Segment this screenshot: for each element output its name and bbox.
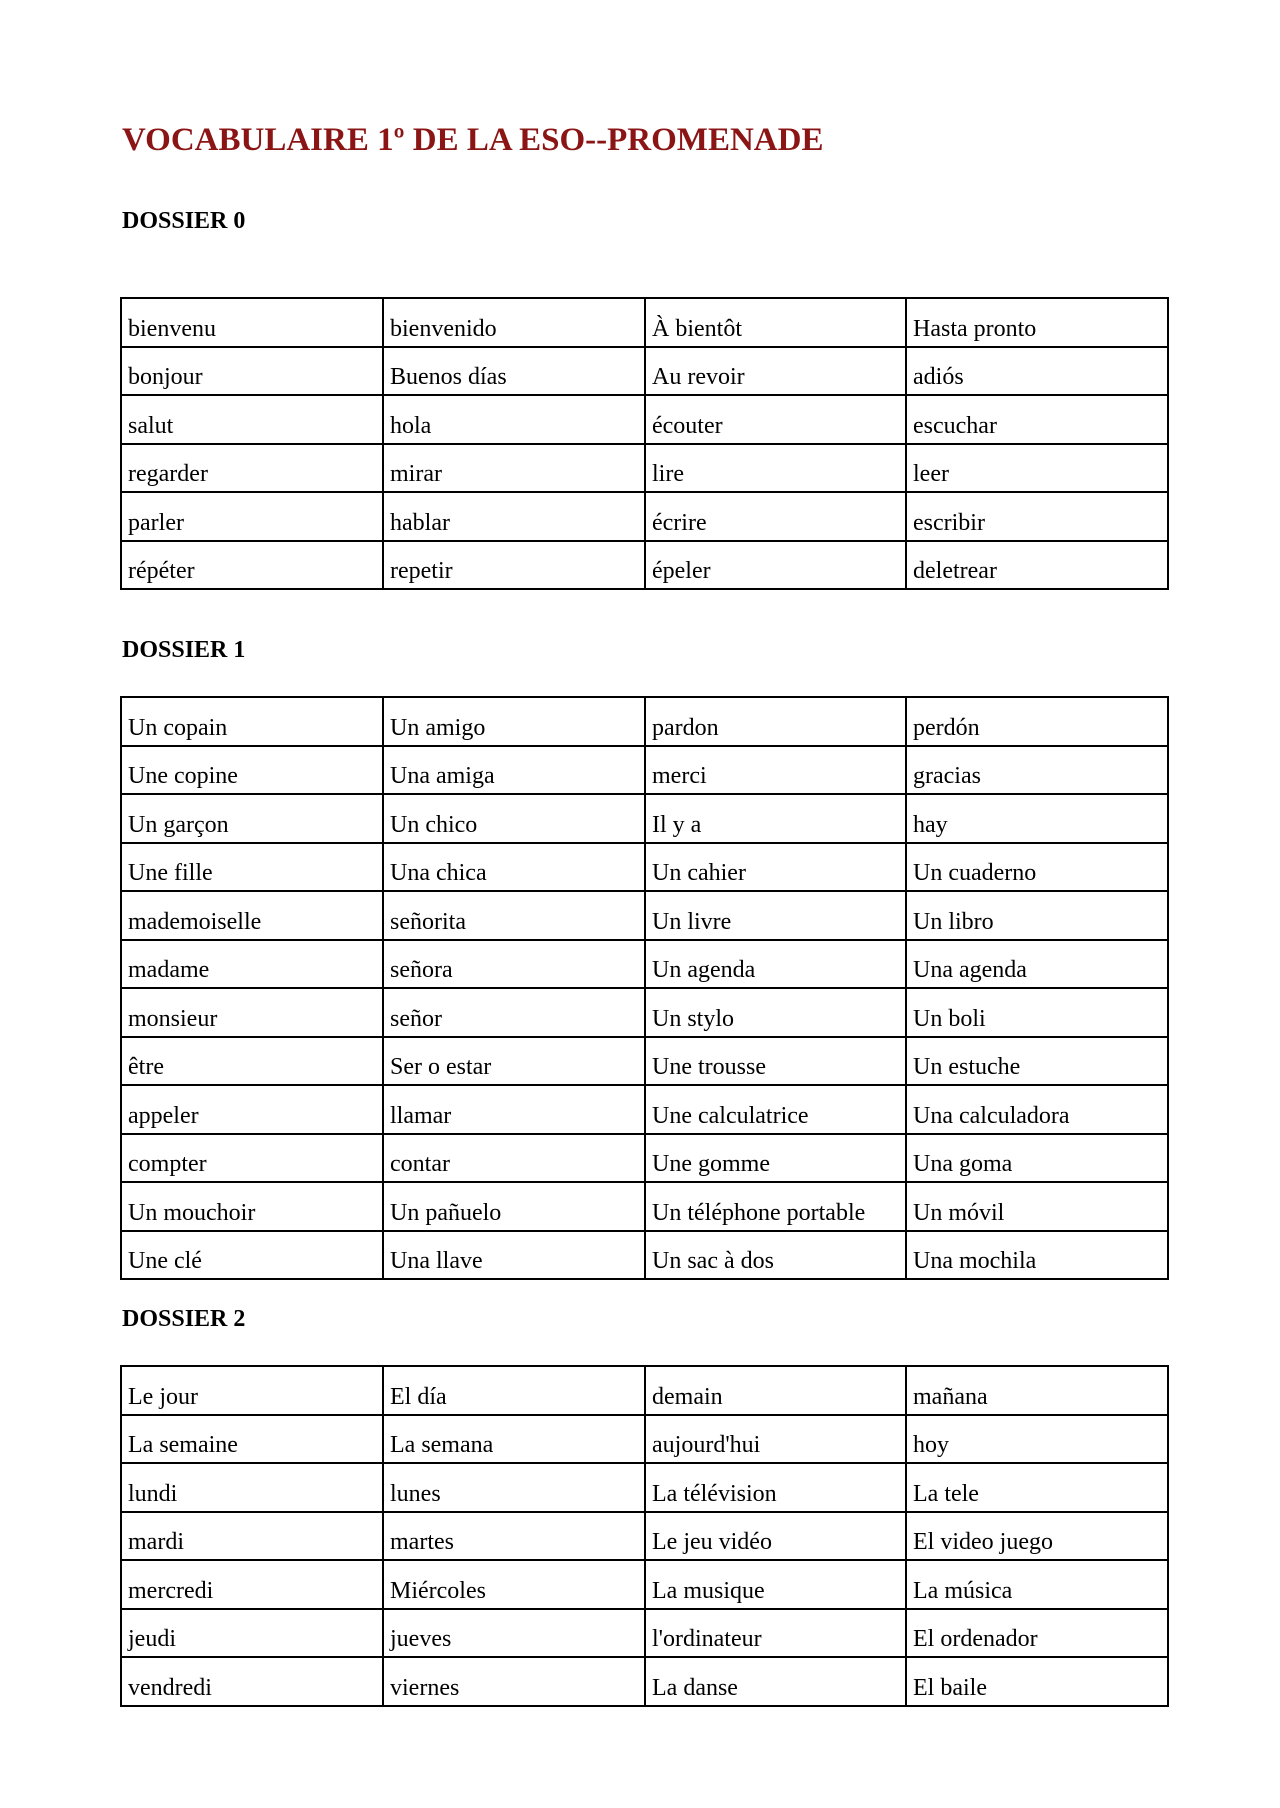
table-row <box>121 492 1168 541</box>
table-row <box>121 988 1168 1037</box>
table-row <box>121 1182 1168 1231</box>
table-row <box>121 1512 1168 1561</box>
table-row <box>121 1134 1168 1183</box>
table-cell: vendredi <box>121 1657 383 1706</box>
table-cell: repetir <box>383 541 645 590</box>
table-row <box>121 1415 1168 1464</box>
table-row <box>121 843 1168 892</box>
table-cell: El baile <box>906 1657 1168 1706</box>
table-cell: Una agenda <box>906 940 1168 989</box>
table-cell: escribir <box>906 492 1168 541</box>
table-cell: Un cuaderno <box>906 843 1168 892</box>
table-cell: lunes <box>383 1463 645 1512</box>
table-cell: martes <box>383 1512 645 1561</box>
table-row <box>121 1560 1168 1609</box>
document-title: VOCABULAIRE 1º DE LA ESO--PROMENADE <box>122 122 824 158</box>
table-cell: aujourd'hui <box>645 1415 906 1464</box>
table-cell: mademoiselle <box>121 891 383 940</box>
table-cell: Un móvil <box>906 1182 1168 1231</box>
vocab-table-dossier-1 <box>120 696 1169 1280</box>
table-cell: Ser o estar <box>383 1037 645 1086</box>
table-cell: écrire <box>645 492 906 541</box>
table-cell: Un garçon <box>121 794 383 843</box>
table-cell: Un estuche <box>906 1037 1168 1086</box>
table-row <box>121 794 1168 843</box>
table-cell: Una chica <box>383 843 645 892</box>
table-cell: Un sac à dos <box>645 1231 906 1280</box>
table-cell: lundi <box>121 1463 383 1512</box>
table-cell: Buenos días <box>383 347 645 396</box>
table-cell: répéter <box>121 541 383 590</box>
table-row <box>121 1463 1168 1512</box>
table-cell: Une copine <box>121 746 383 795</box>
table-row <box>121 746 1168 795</box>
table-row <box>121 697 1168 746</box>
table-cell: viernes <box>383 1657 645 1706</box>
table-row <box>121 940 1168 989</box>
table-row <box>121 444 1168 493</box>
table-cell: adiós <box>906 347 1168 396</box>
table-row <box>121 1037 1168 1086</box>
table-cell: monsieur <box>121 988 383 1037</box>
table-cell: señora <box>383 940 645 989</box>
table-cell: écouter <box>645 395 906 444</box>
table-cell: Une gomme <box>645 1134 906 1183</box>
table-cell: Un stylo <box>645 988 906 1037</box>
table-row <box>121 541 1168 590</box>
table-cell: Una calculadora <box>906 1085 1168 1134</box>
table-cell: Le jeu vidéo <box>645 1512 906 1561</box>
table-cell: llamar <box>383 1085 645 1134</box>
table-cell: El video juego <box>906 1512 1168 1561</box>
table-cell: Une trousse <box>645 1037 906 1086</box>
table-cell: perdón <box>906 697 1168 746</box>
table-cell: Une fille <box>121 843 383 892</box>
table-cell: Una llave <box>383 1231 645 1280</box>
table-cell: jueves <box>383 1609 645 1658</box>
section-heading-dossier-1: DOSSIER 1 <box>122 637 246 663</box>
table-cell: Una goma <box>906 1134 1168 1183</box>
table-cell: deletrear <box>906 541 1168 590</box>
table-cell: La semaine <box>121 1415 383 1464</box>
table-row <box>121 1657 1168 1706</box>
table-cell: señor <box>383 988 645 1037</box>
table-cell: mirar <box>383 444 645 493</box>
table-cell: señorita <box>383 891 645 940</box>
section-heading-dossier-0: DOSSIER 0 <box>122 208 246 234</box>
table-cell: demain <box>645 1366 906 1415</box>
table-cell: La música <box>906 1560 1168 1609</box>
table-cell: La danse <box>645 1657 906 1706</box>
section-heading-dossier-2: DOSSIER 2 <box>122 1306 246 1332</box>
table-cell: bienvenu <box>121 298 383 347</box>
table-cell: hoy <box>906 1415 1168 1464</box>
table-cell: regarder <box>121 444 383 493</box>
table-cell: La musique <box>645 1560 906 1609</box>
table-cell: madame <box>121 940 383 989</box>
table-cell: appeler <box>121 1085 383 1134</box>
table-cell: El día <box>383 1366 645 1415</box>
table-cell: La télévision <box>645 1463 906 1512</box>
table-cell: salut <box>121 395 383 444</box>
table-cell: bonjour <box>121 347 383 396</box>
table-cell: Une calculatrice <box>645 1085 906 1134</box>
table-cell: merci <box>645 746 906 795</box>
table-cell: Une clé <box>121 1231 383 1280</box>
table-cell: jeudi <box>121 1609 383 1658</box>
table-cell: Una mochila <box>906 1231 1168 1280</box>
table-cell: compter <box>121 1134 383 1183</box>
table-cell: hay <box>906 794 1168 843</box>
table-cell: Un agenda <box>645 940 906 989</box>
table-cell: Un pañuelo <box>383 1182 645 1231</box>
table-cell: hablar <box>383 492 645 541</box>
table-cell: pardon <box>645 697 906 746</box>
table-cell: bienvenido <box>383 298 645 347</box>
table-row <box>121 347 1168 396</box>
table-cell: Un téléphone portable <box>645 1182 906 1231</box>
table-cell: La semana <box>383 1415 645 1464</box>
table-cell: El ordenador <box>906 1609 1168 1658</box>
table-cell: Un chico <box>383 794 645 843</box>
table-cell: Au revoir <box>645 347 906 396</box>
table-cell: l'ordinateur <box>645 1609 906 1658</box>
table-cell: parler <box>121 492 383 541</box>
table-cell: Un boli <box>906 988 1168 1037</box>
table-cell: Hasta pronto <box>906 298 1168 347</box>
table-cell: hola <box>383 395 645 444</box>
table-row <box>121 395 1168 444</box>
table-cell: Un amigo <box>383 697 645 746</box>
table-cell: mercredi <box>121 1560 383 1609</box>
vocab-table-dossier-0 <box>120 297 1169 590</box>
table-row <box>121 1609 1168 1658</box>
table-cell: Un libro <box>906 891 1168 940</box>
table-cell: Le jour <box>121 1366 383 1415</box>
table-cell: Un livre <box>645 891 906 940</box>
table-cell: mañana <box>906 1366 1168 1415</box>
table-cell: gracias <box>906 746 1168 795</box>
table-cell: leer <box>906 444 1168 493</box>
table-cell: Un cahier <box>645 843 906 892</box>
table-cell: lire <box>645 444 906 493</box>
table-cell: être <box>121 1037 383 1086</box>
table-cell: Un mouchoir <box>121 1182 383 1231</box>
table-row <box>121 891 1168 940</box>
table-row <box>121 1085 1168 1134</box>
table-cell: À bientôt <box>645 298 906 347</box>
table-row <box>121 1366 1168 1415</box>
table-cell: Un copain <box>121 697 383 746</box>
table-cell: Il y a <box>645 794 906 843</box>
table-cell: épeler <box>645 541 906 590</box>
vocab-table-dossier-2 <box>120 1365 1169 1707</box>
table-cell: contar <box>383 1134 645 1183</box>
table-cell: escuchar <box>906 395 1168 444</box>
table-row <box>121 298 1168 347</box>
table-cell: Una amiga <box>383 746 645 795</box>
table-cell: mardi <box>121 1512 383 1561</box>
table-row <box>121 1231 1168 1280</box>
table-cell: Miércoles <box>383 1560 645 1609</box>
table-cell: La tele <box>906 1463 1168 1512</box>
